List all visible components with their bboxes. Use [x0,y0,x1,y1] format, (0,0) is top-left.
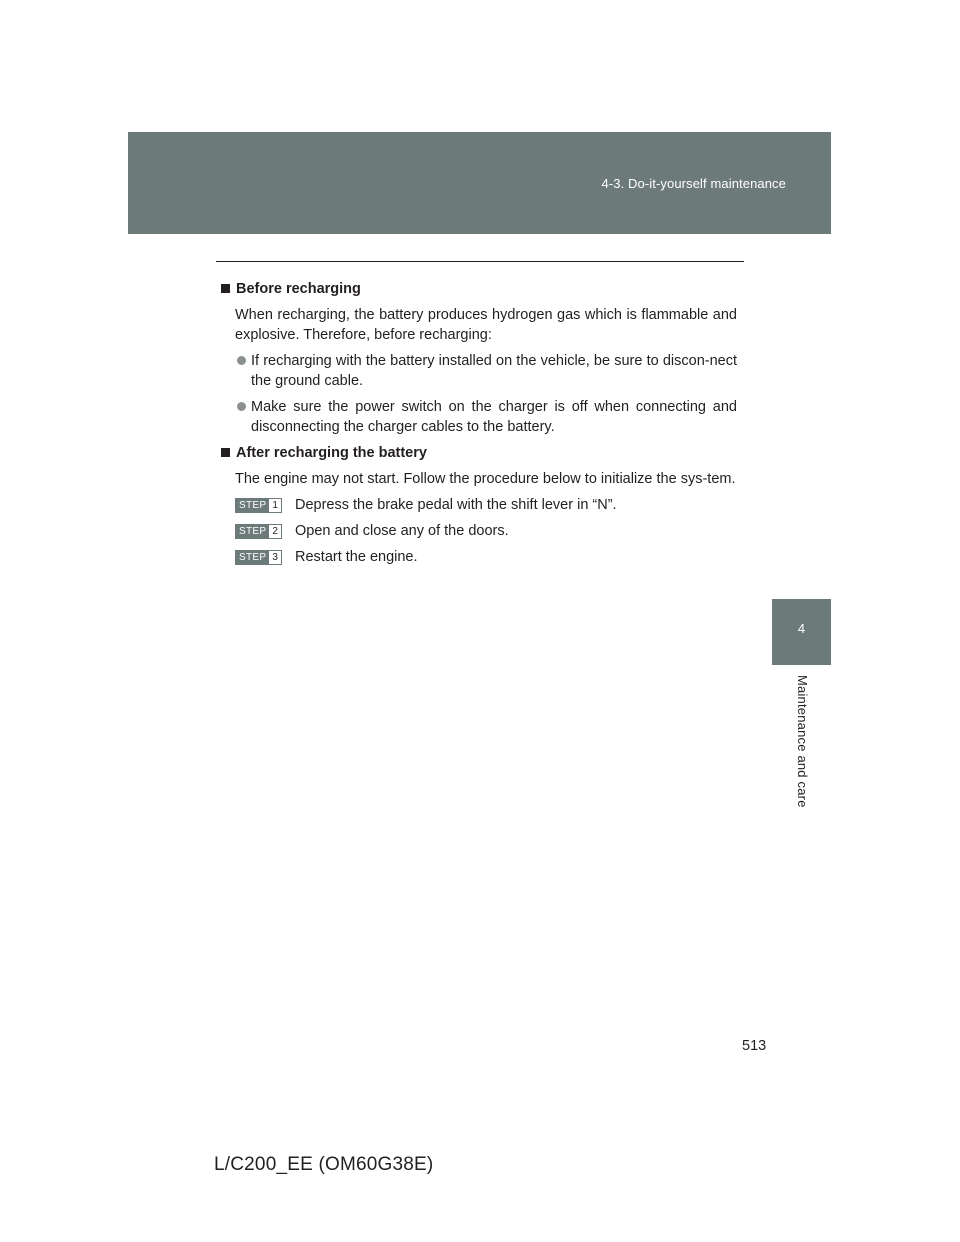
bullet-item [221,351,737,391]
heading-text: Before recharging [236,281,361,297]
step-text: Depress the brake pedal with the shift lever in “N”. [295,497,617,513]
document-code: L/C200_EE (OM60G38E) [214,1154,434,1175]
step-item [235,495,737,515]
chapter-number: 4 [797,621,806,636]
square-bullet-icon [221,284,230,293]
section-title: 4-3. Do-it-yourself maintenance [601,176,786,191]
step-text: Restart the engine. [295,549,418,565]
step-badge [235,550,282,565]
chapter-label: Maintenance and care [795,675,810,808]
step-number: 3 [269,551,281,564]
header-band [128,132,831,234]
step-word: STEP [236,499,269,512]
bullet-text: If recharging with the battery installed on the vehicle, be sure to discon-nect the ground cable. [251,353,737,389]
step-badge [235,524,282,539]
step-word: STEP [236,551,269,564]
step-word: STEP [236,525,269,538]
page-content [221,279,737,573]
step-text: Open and close any of the doors. [295,523,509,539]
square-bullet-icon [221,448,230,457]
bullet-text: Make sure the power switch on the charger is off when connecting and disconnecting the charger cables to the battery. [251,399,737,435]
step-badge [235,498,282,513]
step-item [235,521,737,541]
section-paragraph: When recharging, the battery produces hydrogen gas which is flammable and explosive. Therefore, before recharging: [235,307,737,343]
section-paragraph: The engine may not start. Follow the procedure below to initialize the sys-tem. [235,471,736,487]
round-bullet-icon [237,402,246,411]
header-divider [216,261,744,262]
bullet-item [221,397,737,437]
heading-text: After recharging the battery [236,445,427,461]
step-number: 1 [269,499,281,512]
chapter-tab [772,599,831,665]
section-heading-before-recharging [221,279,737,299]
step-item [235,547,737,567]
section-heading-after-recharging [221,443,737,463]
round-bullet-icon [237,356,246,365]
step-number: 2 [269,525,281,538]
page-number: 513 [742,1038,767,1054]
